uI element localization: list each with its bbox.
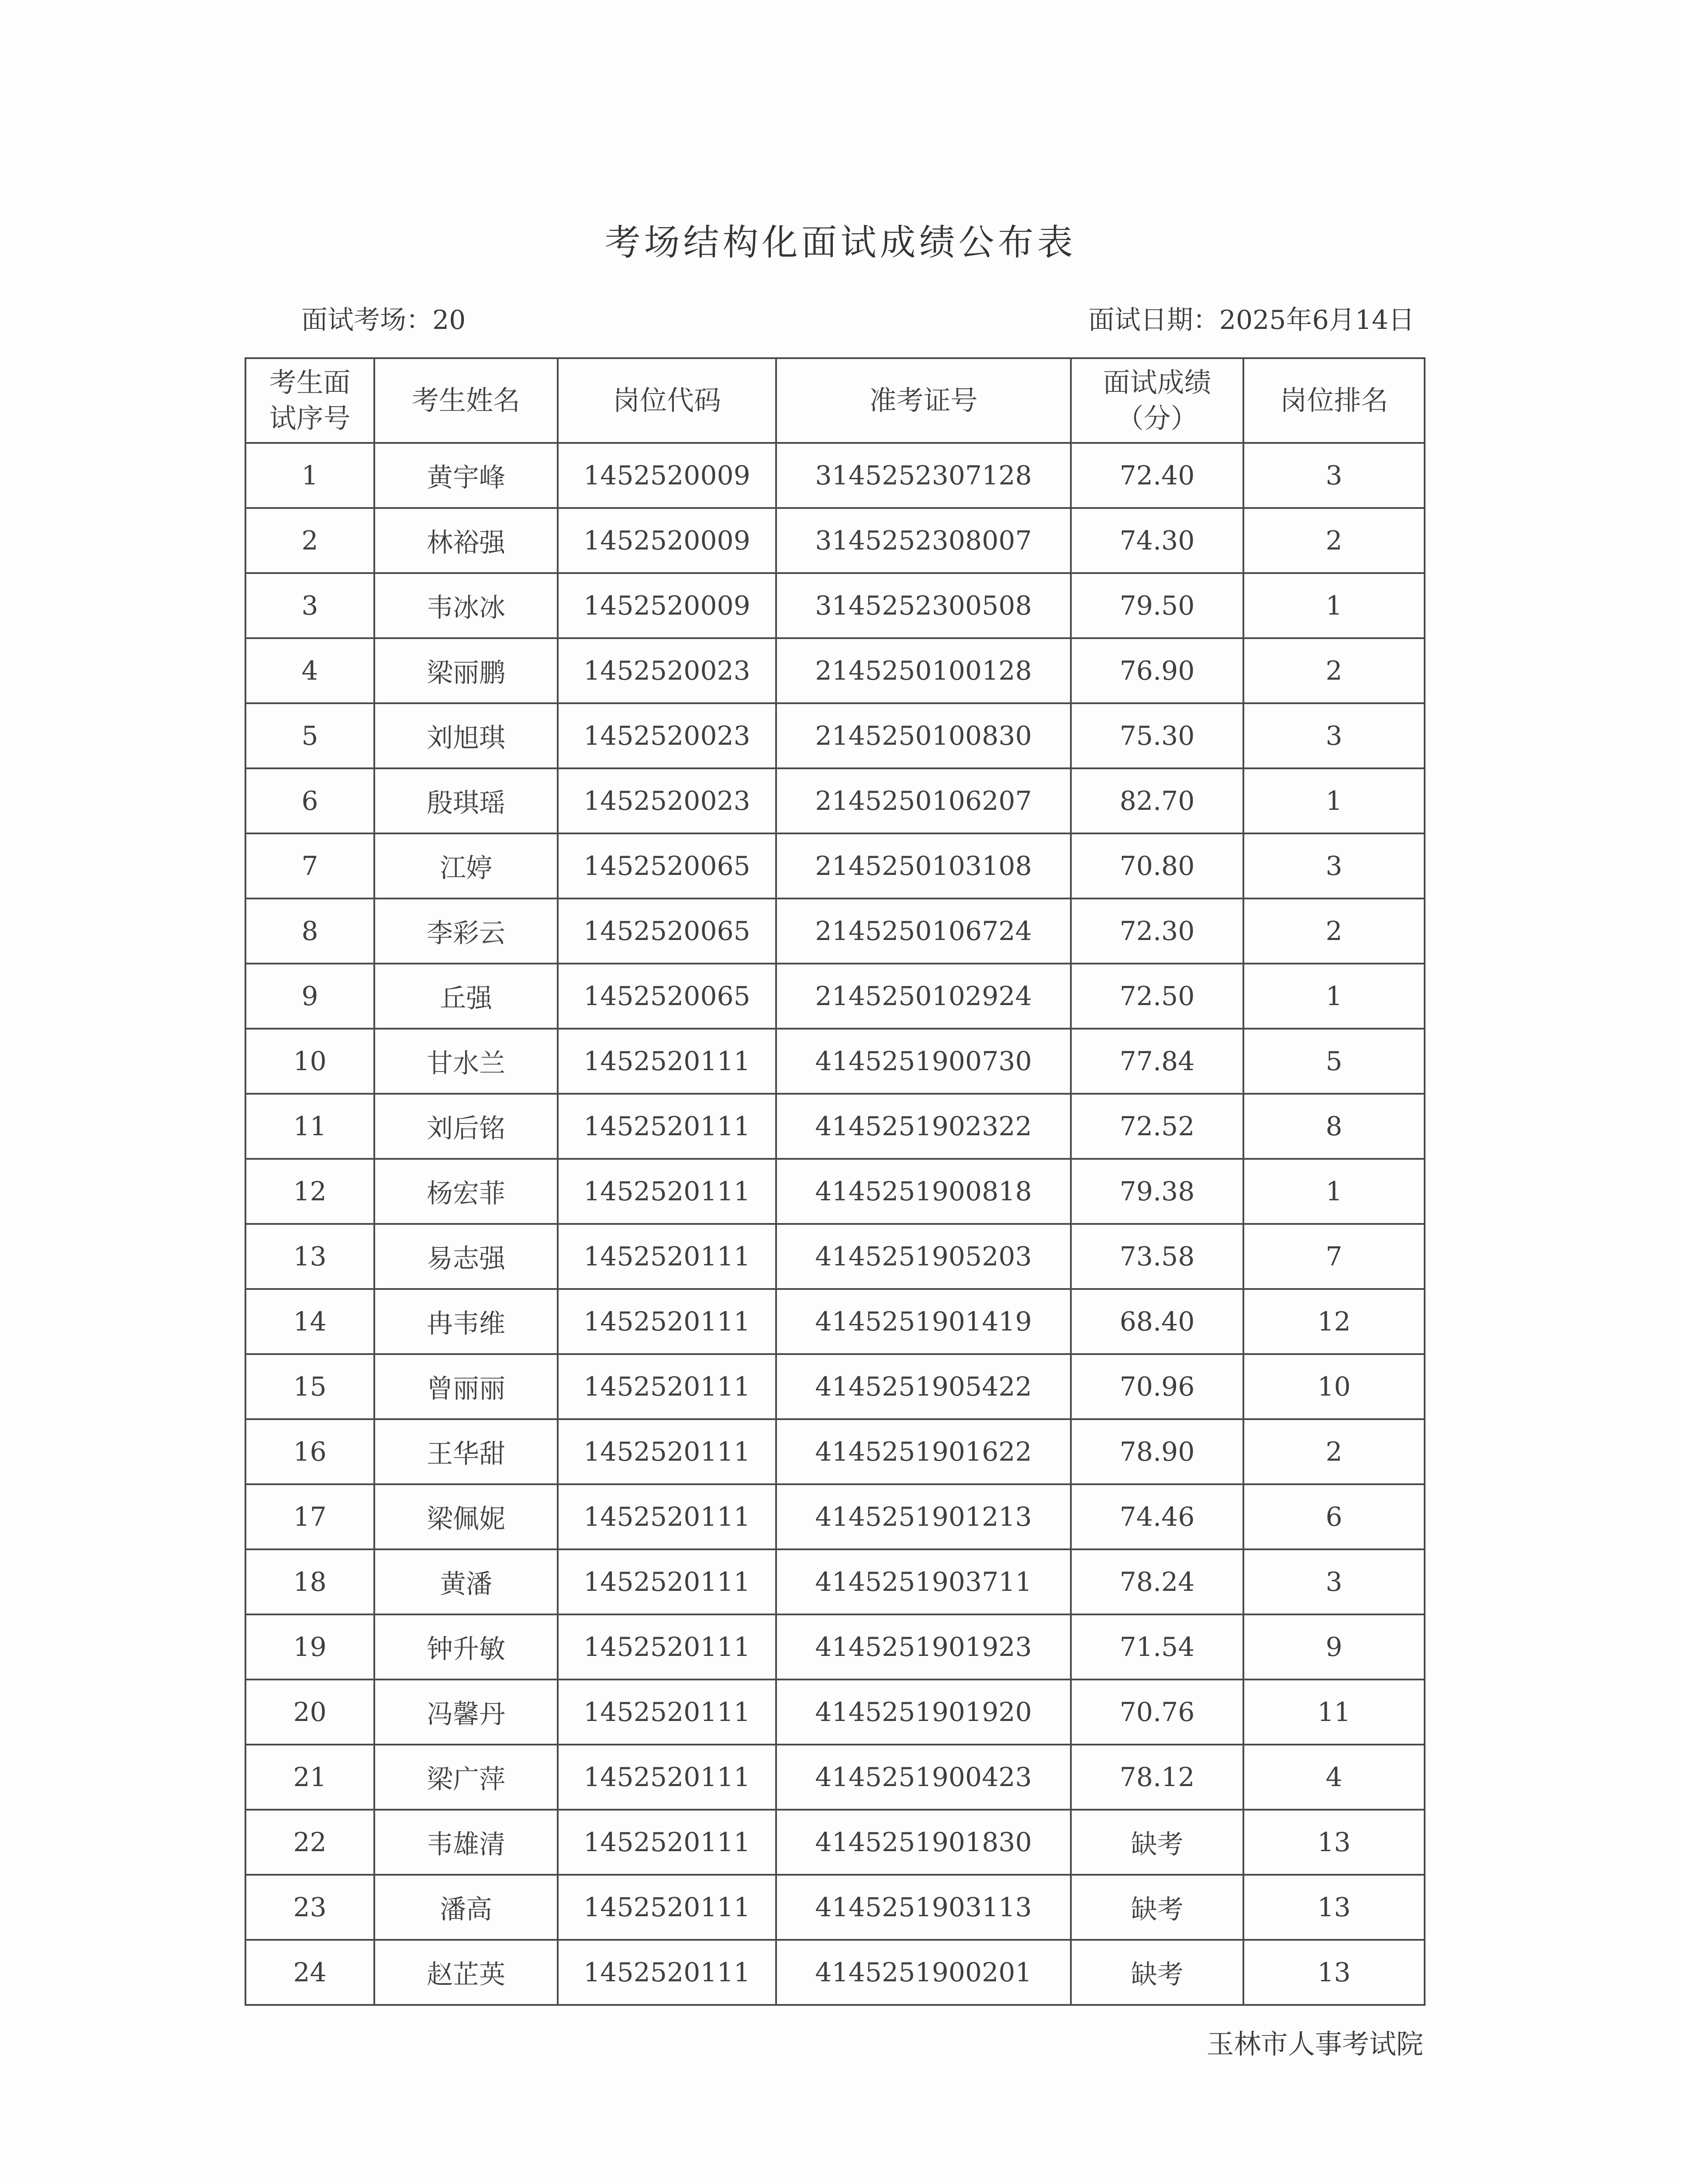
scores-table <box>245 357 1426 2006</box>
cell-ticket: 4145251901923 <box>776 1614 1071 1679</box>
cell-name: 冉韦维 <box>374 1289 558 1354</box>
cell-score: 73.58 <box>1071 1224 1243 1289</box>
table-row <box>245 833 1425 898</box>
cell-rank: 11 <box>1243 1679 1425 1745</box>
cell-name: 梁佩妮 <box>374 1484 558 1549</box>
cell-rank: 9 <box>1243 1614 1425 1679</box>
cell-post-code: 1452520111 <box>558 1289 776 1354</box>
cell-score: 缺考 <box>1071 1940 1243 2005</box>
table-row <box>245 964 1425 1029</box>
cell-score: 79.38 <box>1071 1159 1243 1224</box>
cell-ticket: 4145251902322 <box>776 1094 1071 1159</box>
cell-seq: 21 <box>245 1745 374 1810</box>
cell-post-code: 1452520111 <box>558 1679 776 1745</box>
cell-name: 刘后铭 <box>374 1094 558 1159</box>
cell-post-code: 1452520065 <box>558 898 776 964</box>
cell-rank: 13 <box>1243 1810 1425 1875</box>
cell-name: 梁丽鹏 <box>374 638 558 703</box>
cell-rank: 13 <box>1243 1875 1425 1940</box>
cell-seq: 7 <box>245 833 374 898</box>
cell-post-code: 1452520009 <box>558 443 776 508</box>
cell-name: 殷琪瑶 <box>374 768 558 833</box>
cell-rank: 1 <box>1243 768 1425 833</box>
cell-rank: 3 <box>1243 443 1425 508</box>
table-row <box>245 1679 1425 1745</box>
table-row <box>245 1614 1425 1679</box>
cell-seq: 19 <box>245 1614 374 1679</box>
cell-score: 70.96 <box>1071 1354 1243 1419</box>
cell-seq: 10 <box>245 1029 374 1094</box>
cell-post-code: 1452520111 <box>558 1159 776 1224</box>
cell-post-code: 1452520111 <box>558 1745 776 1810</box>
header-seq: 考生面试序号 <box>245 358 374 443</box>
cell-ticket: 3145252308007 <box>776 508 1071 573</box>
cell-ticket: 4145251900818 <box>776 1159 1071 1224</box>
cell-ticket: 2145250106724 <box>776 898 1071 964</box>
cell-rank: 2 <box>1243 638 1425 703</box>
cell-post-code: 1452520111 <box>558 1549 776 1614</box>
cell-score: 72.50 <box>1071 964 1243 1029</box>
cell-rank: 12 <box>1243 1289 1425 1354</box>
header-post-code: 岗位代码 <box>558 358 776 443</box>
cell-name: 冯馨丹 <box>374 1679 558 1745</box>
cell-ticket: 4145251901213 <box>776 1484 1071 1549</box>
table-row <box>245 1484 1425 1549</box>
table-row <box>245 1419 1425 1484</box>
cell-rank: 1 <box>1243 573 1425 638</box>
cell-ticket: 4145251901419 <box>776 1289 1071 1354</box>
cell-score: 72.52 <box>1071 1094 1243 1159</box>
cell-score: 74.46 <box>1071 1484 1243 1549</box>
cell-seq: 22 <box>245 1810 374 1875</box>
cell-name: 钟升敏 <box>374 1614 558 1679</box>
table-row <box>245 1224 1425 1289</box>
cell-ticket: 4145251901920 <box>776 1679 1071 1745</box>
cell-ticket: 2145250100128 <box>776 638 1071 703</box>
cell-rank: 2 <box>1243 898 1425 964</box>
cell-post-code: 1452520111 <box>558 1354 776 1419</box>
cell-score: 79.50 <box>1071 573 1243 638</box>
cell-post-code: 1452520111 <box>558 1484 776 1549</box>
cell-name: 潘高 <box>374 1875 558 1940</box>
cell-ticket: 4145251901830 <box>776 1810 1071 1875</box>
cell-post-code: 1452520009 <box>558 508 776 573</box>
cell-seq: 11 <box>245 1094 374 1159</box>
cell-name: 赵芷英 <box>374 1940 558 2005</box>
cell-seq: 2 <box>245 508 374 573</box>
cell-name: 林裕强 <box>374 508 558 573</box>
table-row <box>245 1745 1425 1810</box>
cell-score: 68.40 <box>1071 1289 1243 1354</box>
cell-score: 75.30 <box>1071 703 1243 768</box>
cell-post-code: 1452520009 <box>558 573 776 638</box>
cell-score: 70.80 <box>1071 833 1243 898</box>
cell-seq: 23 <box>245 1875 374 1940</box>
cell-ticket: 4145251903711 <box>776 1549 1071 1614</box>
cell-seq: 13 <box>245 1224 374 1289</box>
cell-name: 甘水兰 <box>374 1029 558 1094</box>
cell-score: 72.30 <box>1071 898 1243 964</box>
cell-name: 韦雄清 <box>374 1810 558 1875</box>
table-row <box>245 703 1425 768</box>
cell-seq: 9 <box>245 964 374 1029</box>
cell-seq: 20 <box>245 1679 374 1745</box>
cell-name: 江婷 <box>374 833 558 898</box>
cell-name: 韦冰冰 <box>374 573 558 638</box>
cell-rank: 8 <box>1243 1094 1425 1159</box>
cell-seq: 3 <box>245 573 374 638</box>
table-row <box>245 1875 1425 1940</box>
cell-rank: 3 <box>1243 1549 1425 1614</box>
table-row <box>245 1810 1425 1875</box>
cell-name: 黄潘 <box>374 1549 558 1614</box>
cell-post-code: 1452520111 <box>558 1094 776 1159</box>
cell-ticket: 4145251905422 <box>776 1354 1071 1419</box>
cell-score: 缺考 <box>1071 1875 1243 1940</box>
cell-seq: 17 <box>245 1484 374 1549</box>
table-row <box>245 1289 1425 1354</box>
cell-name: 梁广萍 <box>374 1745 558 1810</box>
cell-ticket: 2145250103108 <box>776 833 1071 898</box>
table-row <box>245 1159 1425 1224</box>
cell-rank: 4 <box>1243 1745 1425 1810</box>
cell-name: 黄宇峰 <box>374 443 558 508</box>
table-row <box>245 768 1425 833</box>
cell-rank: 7 <box>1243 1224 1425 1289</box>
table-row <box>245 1940 1425 2005</box>
cell-post-code: 1452520023 <box>558 768 776 833</box>
cell-rank: 13 <box>1243 1940 1425 2005</box>
cell-rank: 6 <box>1243 1484 1425 1549</box>
cell-seq: 1 <box>245 443 374 508</box>
cell-score: 70.76 <box>1071 1679 1243 1745</box>
cell-post-code: 1452520111 <box>558 1940 776 2005</box>
cell-seq: 5 <box>245 703 374 768</box>
cell-rank: 2 <box>1243 508 1425 573</box>
header-rank: 岗位排名 <box>1243 358 1425 443</box>
cell-post-code: 1452520023 <box>558 638 776 703</box>
cell-name: 刘旭琪 <box>374 703 558 768</box>
cell-seq: 8 <box>245 898 374 964</box>
cell-score: 72.40 <box>1071 443 1243 508</box>
cell-rank: 10 <box>1243 1354 1425 1419</box>
cell-score: 78.24 <box>1071 1549 1243 1614</box>
cell-ticket: 3145252307128 <box>776 443 1071 508</box>
table-header-row <box>245 358 1425 443</box>
table-row <box>245 508 1425 573</box>
cell-post-code: 1452520065 <box>558 833 776 898</box>
cell-score: 78.90 <box>1071 1419 1243 1484</box>
cell-ticket: 2145250106207 <box>776 768 1071 833</box>
cell-seq: 4 <box>245 638 374 703</box>
cell-ticket: 4145251905203 <box>776 1224 1071 1289</box>
cell-score: 71.54 <box>1071 1614 1243 1679</box>
cell-seq: 24 <box>245 1940 374 2005</box>
table-body <box>245 443 1425 2005</box>
table-row <box>245 1549 1425 1614</box>
cell-ticket: 4145251900423 <box>776 1745 1071 1810</box>
cell-ticket: 3145252300508 <box>776 573 1071 638</box>
cell-score: 77.84 <box>1071 1029 1243 1094</box>
cell-post-code: 1452520111 <box>558 1029 776 1094</box>
cell-post-code: 1452520111 <box>558 1810 776 1875</box>
cell-rank: 3 <box>1243 703 1425 768</box>
cell-score: 78.12 <box>1071 1745 1243 1810</box>
cell-ticket: 4145251900730 <box>776 1029 1071 1094</box>
cell-rank: 5 <box>1243 1029 1425 1094</box>
cell-ticket: 2145250100830 <box>776 703 1071 768</box>
cell-post-code: 1452520023 <box>558 703 776 768</box>
cell-name: 曾丽丽 <box>374 1354 558 1419</box>
cell-score: 76.90 <box>1071 638 1243 703</box>
cell-post-code: 1452520111 <box>558 1614 776 1679</box>
cell-post-code: 1452520111 <box>558 1419 776 1484</box>
cell-post-code: 1452520111 <box>558 1224 776 1289</box>
table-row <box>245 898 1425 964</box>
cell-seq: 6 <box>245 768 374 833</box>
header-name: 考生姓名 <box>374 358 558 443</box>
cell-post-code: 1452520065 <box>558 964 776 1029</box>
exam-date-label: 面试日期：2025年6月14日 <box>1088 305 1415 335</box>
cell-score: 74.30 <box>1071 508 1243 573</box>
table-row <box>245 573 1425 638</box>
cell-rank: 1 <box>1243 964 1425 1029</box>
header-ticket: 准考证号 <box>776 358 1071 443</box>
cell-score: 82.70 <box>1071 768 1243 833</box>
exam-venue-label: 面试考场：20 <box>301 305 466 335</box>
cell-seq: 12 <box>245 1159 374 1224</box>
cell-seq: 15 <box>245 1354 374 1419</box>
table-row <box>245 638 1425 703</box>
cell-rank: 2 <box>1243 1419 1425 1484</box>
document-title: 考场结构化面试成绩公布表 <box>604 222 1077 263</box>
cell-ticket: 4145251901622 <box>776 1419 1071 1484</box>
cell-rank: 1 <box>1243 1159 1425 1224</box>
cell-ticket: 4145251903113 <box>776 1875 1071 1940</box>
cell-post-code: 1452520111 <box>558 1875 776 1940</box>
cell-name: 李彩云 <box>374 898 558 964</box>
cell-score: 缺考 <box>1071 1810 1243 1875</box>
cell-rank: 3 <box>1243 833 1425 898</box>
cell-ticket: 2145250102924 <box>776 964 1071 1029</box>
cell-ticket: 4145251900201 <box>776 1940 1071 2005</box>
header-score: 面试成绩（分） <box>1071 358 1243 443</box>
cell-seq: 16 <box>245 1419 374 1484</box>
table-row <box>245 1029 1425 1094</box>
table-row <box>245 1094 1425 1159</box>
issuer-label: 玉林市人事考试院 <box>1206 2028 1423 2060</box>
cell-seq: 18 <box>245 1549 374 1614</box>
table-row <box>245 443 1425 508</box>
cell-seq: 14 <box>245 1289 374 1354</box>
cell-name: 王华甜 <box>374 1419 558 1484</box>
cell-name: 易志强 <box>374 1224 558 1289</box>
table-row <box>245 1354 1425 1419</box>
cell-name: 丘强 <box>374 964 558 1029</box>
cell-name: 杨宏菲 <box>374 1159 558 1224</box>
